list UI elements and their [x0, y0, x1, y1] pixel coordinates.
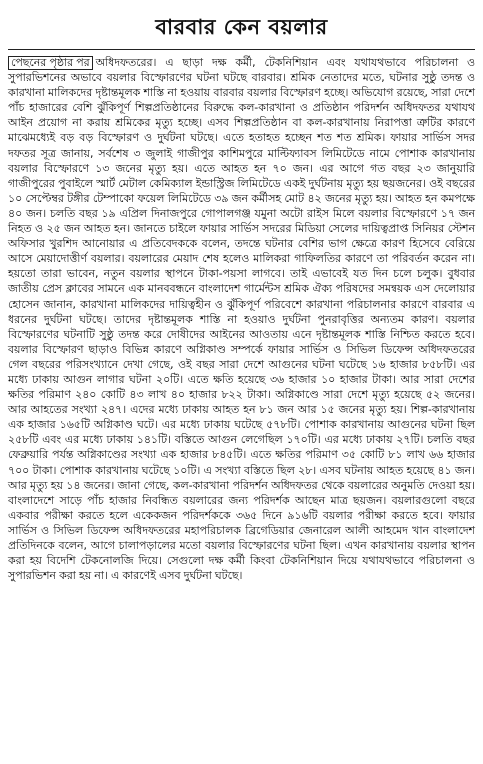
- news-article: [0, 14, 483, 764]
- continued-from-label: পেছনের পৃষ্ঠার পর: [8, 56, 93, 70]
- article-body: [8, 55, 475, 583]
- headline: বারবার কেন বয়লার: [155, 14, 328, 39]
- headline-divider: [8, 49, 475, 50]
- article-text: অধিদফতরের। এ ছাড়া দক্ষ কর্মী, টেকনিশিয়ান এবং যথাযথভাবে পরিচালনা ও সুপারভিশনের অভাবে বয়লার বিস্ফোরণের ঘটনা ঘটছে বারবার। শ্রমিক নেতাদের মতে, ঘটনার সুষ্ঠু তদন্ত ও কারখানা মালিকদের দৃষ্টান্তমূলক শাস্তি না হওয়ায় বারবার বয়লার বিস্ফোরণ হচ্ছে। অভিযোগ রয়েছে, সারা দেশে পাঁচ হাজারের বেশি ঝুঁকিপূর্ণ শিল্পপ্রতিষ্ঠানের বিরুদ্ধে কল-কারখানা ও প্রতিষ্ঠান পরিদর্শন অধিদফতর যথাযথ আইন প্রয়োগ না করায় শ্রমিকের মৃত্যু হচ্ছে। এসব শিল্পপ্রতিষ্ঠান বা কল-কারখানায় নিরাপত্তা ত্রুটির কারণে মাঝেমধ্যেই বড় বড় বিস্ফোরণ ও দুর্ঘটনা ঘটছে। এতে হতাহত হচ্ছেন শত শত শ্রমিক। ফায়ার সার্ভিস সদর দফতর সূত্র জানায়, সর্বশেষ ৩ জুলাই গাজীপুর কাশিমপুরে মাল্টিফ্যাবস লিমিটেডে নামে পোশাক কারখানায় বয়লার বিস্ফোরণে ১৩ জনের মৃত্যু হয়। এতে আহত হন ৭০ জন। এর আগে গত বছর ২৩ জানুয়ারি গাজীপুরের পুবাইলে স্মার্ট মেটাল কেমিক্যাল ইন্ডাস্ট্রিজ লিমিটেডে একই দুর্ঘটনায় মৃত্যু হয় ছয়জনের। ওই বছরের ১০ সেপ্টেম্বর টঙ্গীর টেম্পাকো ফয়েল লিমিটেডে ৩৯ জন কর্মীসহ মোট ৪২ জনের মৃত্যু হয়। আহত হন কমপক্ষে ৪০ জন। চলতি বছর ১৯ এপ্রিল দিনাজপুরে গোপালগঞ্জ যমুনা অটো রাইস মিলে বয়লার বিস্ফোরণে ১৭ জন নিহত ও ২৫ জন আহত হন। জানতে চাইলে ফায়ার সার্ভিস সদরের মিডিয়া সেলের দায়িত্বপ্রাপ্ত সিনিয়র স্টেশন অফিসার খুরশিদ আনোয়ার এ প্রতিবেদককে বলেন, তদন্তে ঘটনার বেশির ভাগ ক্ষেত্রে কারণ হিসেবে বেরিয়ে আসে মেয়াদোত্তীর্ণ বয়লার। বয়লারের মেয়াদ শেষ হলেও মালিকরা গাফিলতির কারণে তা পরিবর্তন করেন না। হয়তো তারা ভাবেন, নতুন বয়লার স্থাপনে টাকা-পয়সা লাগবে। তাই এভাবেই যত দিন চলে চলুক। বুধবার জাতীয় প্রেস ক্লাবের সামনে এক মানববন্ধনে বাংলাদেশ গার্মেন্টস শ্রমিক ঐক্য পরিষদের সমন্বয়ক এস দেলোয়ার হোসেন জানান, কারখানা মালিকদের দায়িত্বহীন ও ঝুঁকিপূর্ণ পরিবেশে কারখানা পরিচালনার কারণে বারবার এ ধরনের দুর্ঘটনা ঘটছে। তাদের দৃষ্টান্তমূলক শাস্তি না হওয়াও দুর্ঘটনা পুনরাবৃত্তির অন্যতম কারণ। বয়লার বিস্ফোরণের ঘটনাটি সুষ্ঠু তদন্ত করে দোষীদের আইনের আওতায় এনে দৃষ্টান্তমূলক শাস্তি নিশ্চিত করতে হবে। বয়লার বিস্ফোরণ ছাড়াও বিভিন্ন কারণে অগ্নিকাণ্ড সম্পর্কে ফায়ার সার্ভিস ও সিভিল ডিফেন্স অধিদফতরের গেল বছরের পরিসংখ্যানে দেখা গেছে, ওই বছর সারা দেশে আগুনের ঘটনা ঘটেছে ১৬ হাজার ৮৫৮টি। এর মধ্যে ঢাকায় আগুন লাগার ঘটনা ২০টি। এতে ক্ষতি হয়েছে ৩৬ হাজার ১০ হাজার টাকা। আর সারা দেশের ক্ষতির পরিমাণ ২৪০ কোটি ৪৩ লাখ ৪০ হাজার ৮২২ টাকা। অগ্নিকাণ্ডে সারা দেশে মৃত্যু হয়েছে ৫২ জনের। আর আহতের সংখ্যা ২৪৭। এদের মধ্যে ঢাকায় আহত হন ৮১ জন আর ১৫ জনের মৃত্যু হয়। শিল্প-কারখানায় এক হাজার ১৬৫টি অগ্নিকাণ্ড ঘটে। এর মধ্যে ঢাকায় ঘটেছে ৫৭৮টি। পোশাক কারখানায় আগুনের ঘটনা ছিল ২৫৮টি এবং এর মধ্যে ঢাকায় ১৪১টি। বস্তিতে আগুন লেগেছিল ১৭০টি। এর মধ্যে ঢাকায় ২৭টি। চলতি বছর ফেব্রুয়ারি পর্যন্ত অগ্নিকাণ্ডের সংখ্যা এক হাজার ৮৪৫টি। এতে ক্ষতির পরিমাণ ৩৫ কোটি ৮১ লাখ ৬৬ হাজার ৭০০ টাকা। পোশাক কারখানায় ঘটেছে ১০টি। এ সংখ্যা বস্তিতে ছিল ২৮। এসব ঘটনায় আহত হয়েছে ৪১ জন। আর মৃত্যু হয় ১৪ জনের। জানা গেছে, কল-কারখানা পরিদর্শন অধিদফতর থেকে বয়লারের অনুমতি দেওয়া হয়। বাংলাদেশে সাড়ে পাঁচ হাজার নিবন্ধিত বয়লারের জন্য পরিদর্শক আছেন মাত্র ছয়জন। বয়লারগুলো বছরে একবার পরীক্ষা করতে হলে একেকজন পরিদর্শককে ৩৬৫ দিনে ৯১৬টি বয়লার পরীক্ষা করতে হবে। ফায়ার সার্ভিস ও সিভিল ডিফেন্স অধিদফতরের মহাপরিচালক ব্রিগেডিয়ার জেনারেল আলী আহমেদ খান বাংলাদেশ প্রতিদিনকে বলেন, আগে চালাপড়ালের মতো বয়লার বিস্ফোরণের ঘটনা ছিল। এখন কারখানায় বয়লার স্থাপন করা হয় বিদেশি টেকনোলজি দিয়ে। সেগুলো দক্ষ কর্মী কিংবা টেকনিশিয়ান দিয়ে যথাযথভাবে পরিচালনা ও সুপারভিশন করা হয় না। এ কারণেই এসব দুর্ঘটনা ঘটছে।: [8, 56, 475, 583]
